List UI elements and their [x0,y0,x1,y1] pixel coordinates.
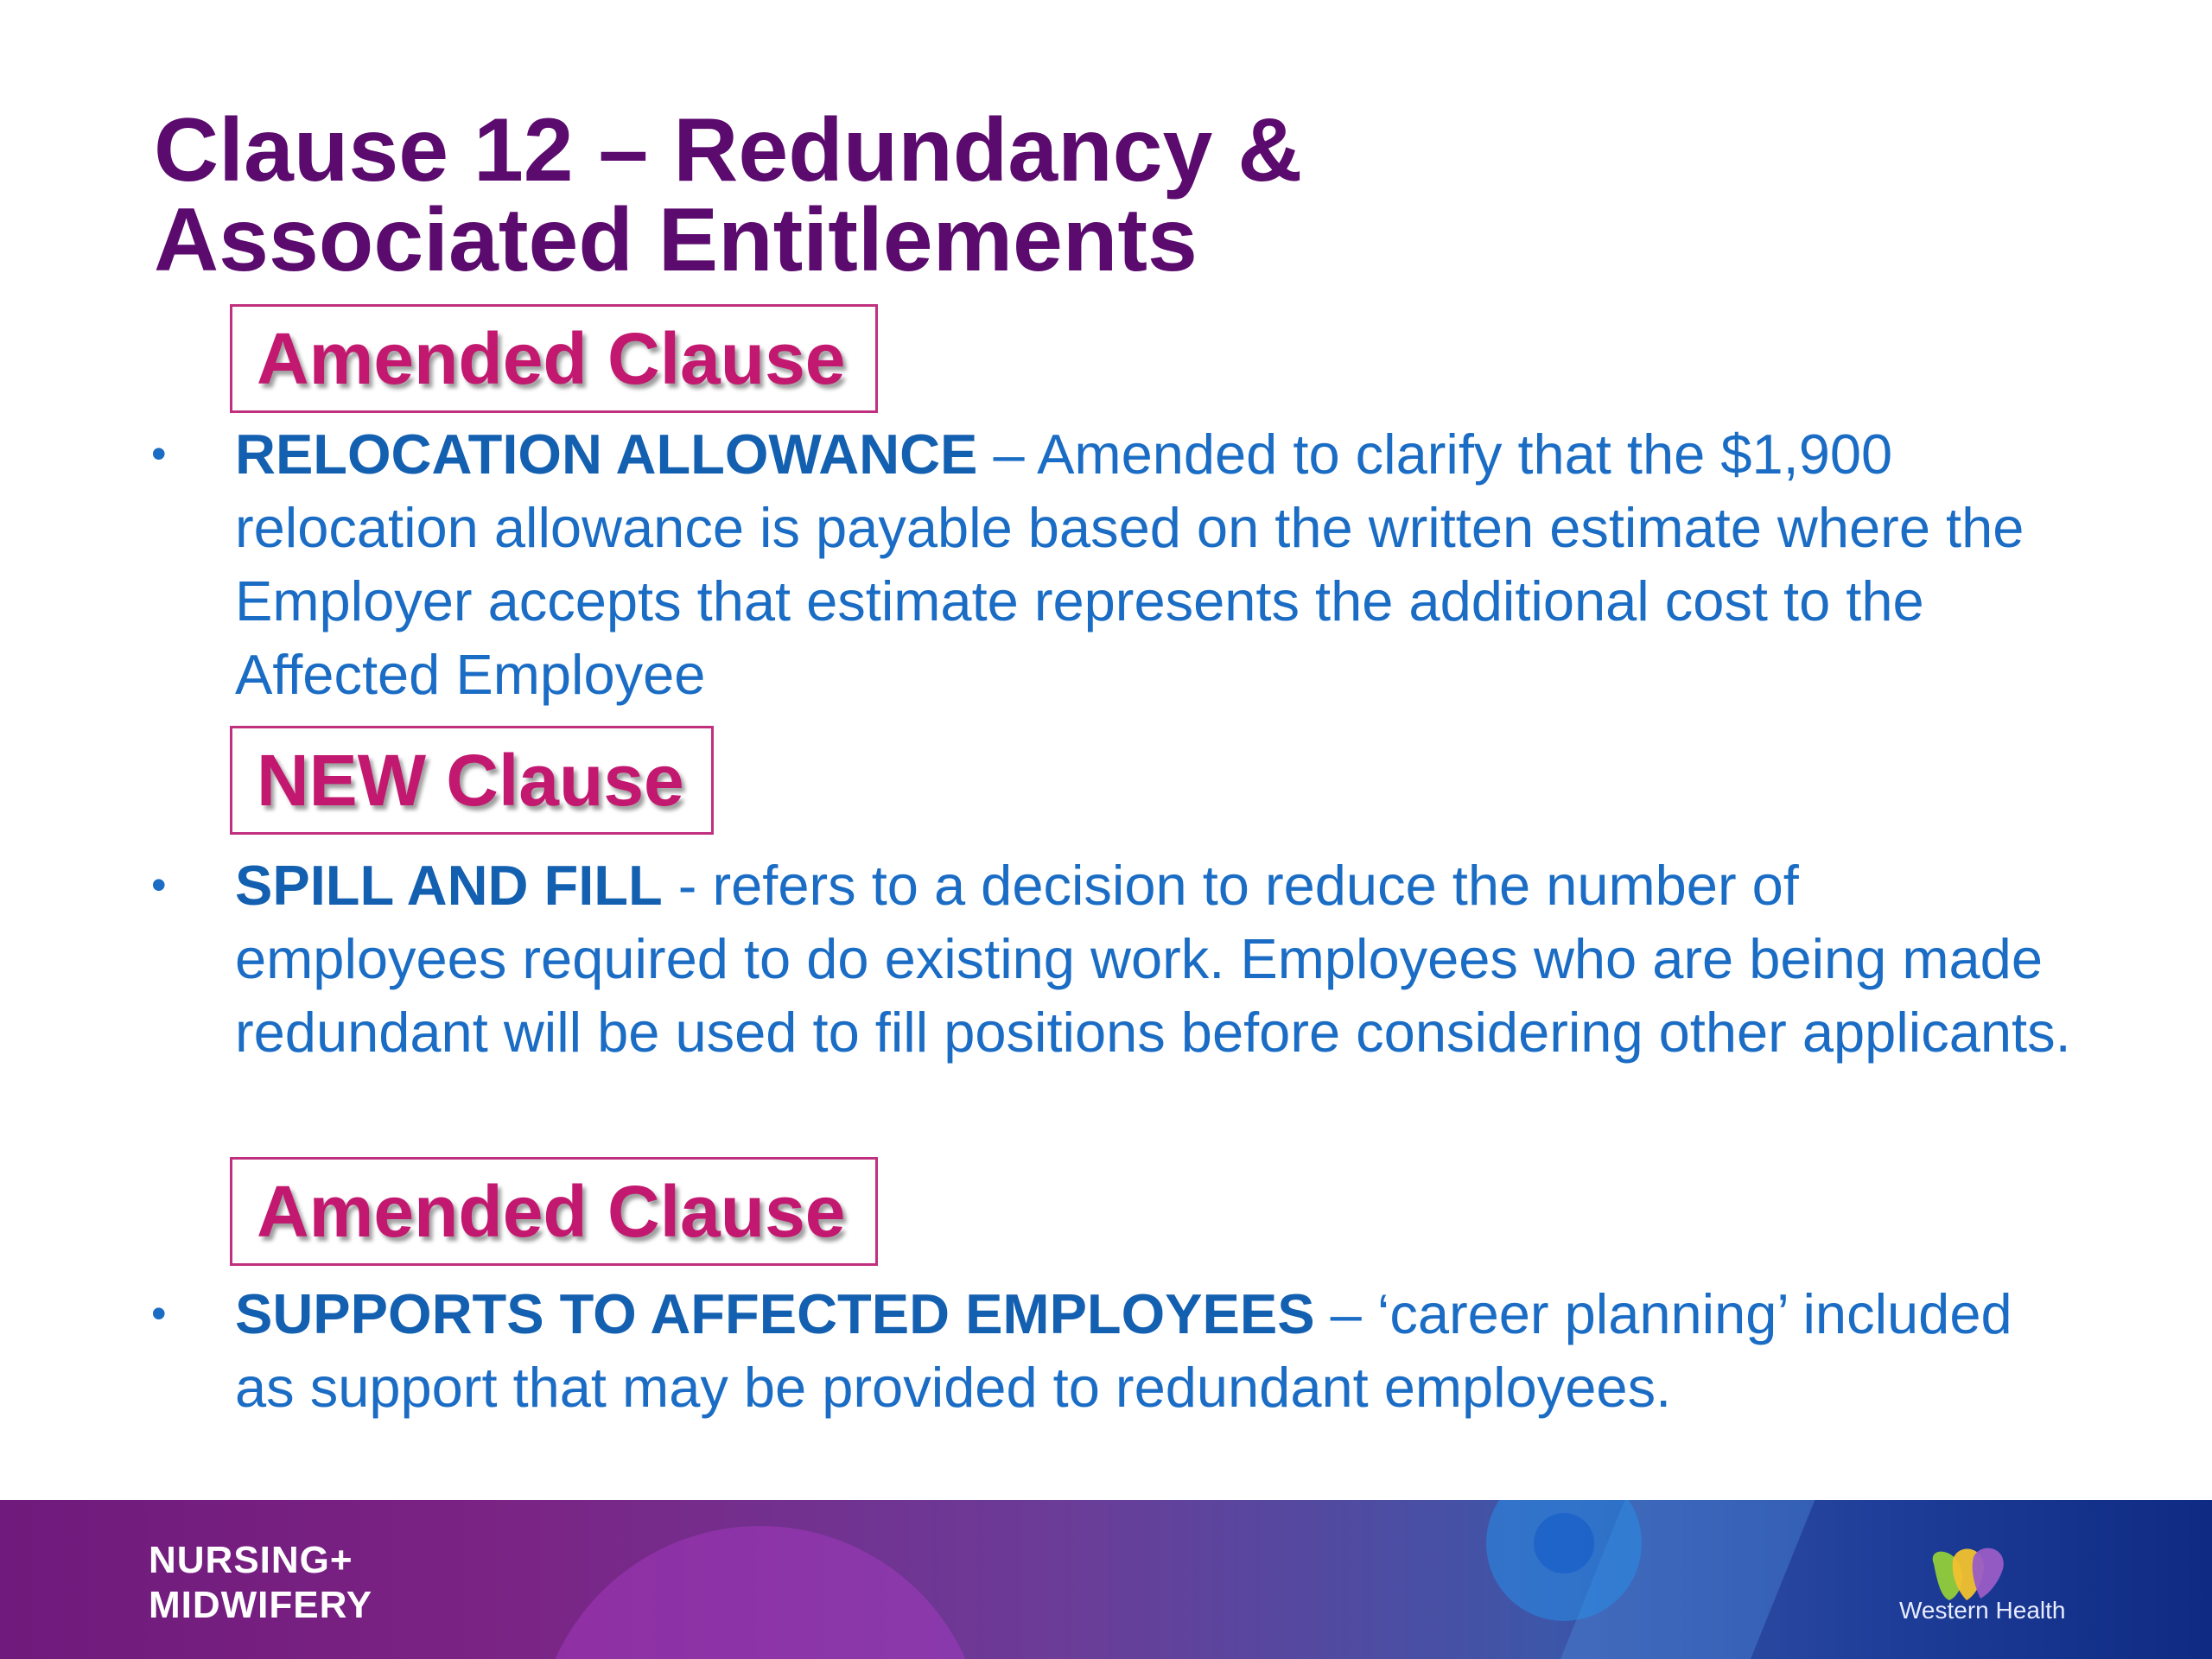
amended-clause-tag-1: Amended Clause [230,304,878,413]
bullet-text [235,849,2078,1069]
slide-title [154,100,1796,290]
footer-decoration [1534,1513,1594,1573]
new-clause-tag: NEW Clause [230,726,714,835]
western-health-name: Western Health [1899,1597,2066,1624]
western-health-logo-icon [1901,1535,2074,1647]
bullet-heading: SPILL AND FILL [235,854,663,917]
footer-banner [0,1500,2212,1659]
nursing-midwifery-logo [149,1538,372,1628]
logo-line-2: MIDWIFERY [149,1584,373,1626]
slide-title-line-1: Clause 12 – Redundancy & [154,100,1303,200]
bullet-heading: RELOCATION ALLOWANCE [235,423,978,486]
bullet-body: - refers to a decision to reduce the number of employees required to do existing work. Employees who are being made redundant will be used to fill positions before considering other applicants. [235,854,2071,1064]
bullet-supports-affected-employees [151,1277,2078,1424]
bullet-body: – Amended to clarify that the $1,900 relocation allowance is payable based on the written estimate where the Employer accepts that estimate represents the additional cost to the Affected Employee [235,423,2024,706]
bullet-spill-and-fill [151,849,2078,1069]
bullet-heading: SUPPORTS TO AFFECTED EMPLOYEES [235,1282,1315,1345]
bullet-relocation-allowance [151,417,2078,711]
amended-clause-tag-2: Amended Clause [230,1157,878,1266]
bullet-dot: • [151,429,167,478]
bullet-body: – ‘career planning’ included as support that may be provided to redundant employees. [235,1282,2012,1419]
bullet-dot: • [151,1289,167,1338]
bullet-text [235,1277,2078,1424]
slide-title-line-2: Associated Entitlements [154,190,1198,290]
bullet-dot: • [151,861,167,909]
footer-decoration [536,1526,985,1659]
logo-line-1: NURSING+ [149,1539,353,1581]
bullet-text [235,417,2078,711]
